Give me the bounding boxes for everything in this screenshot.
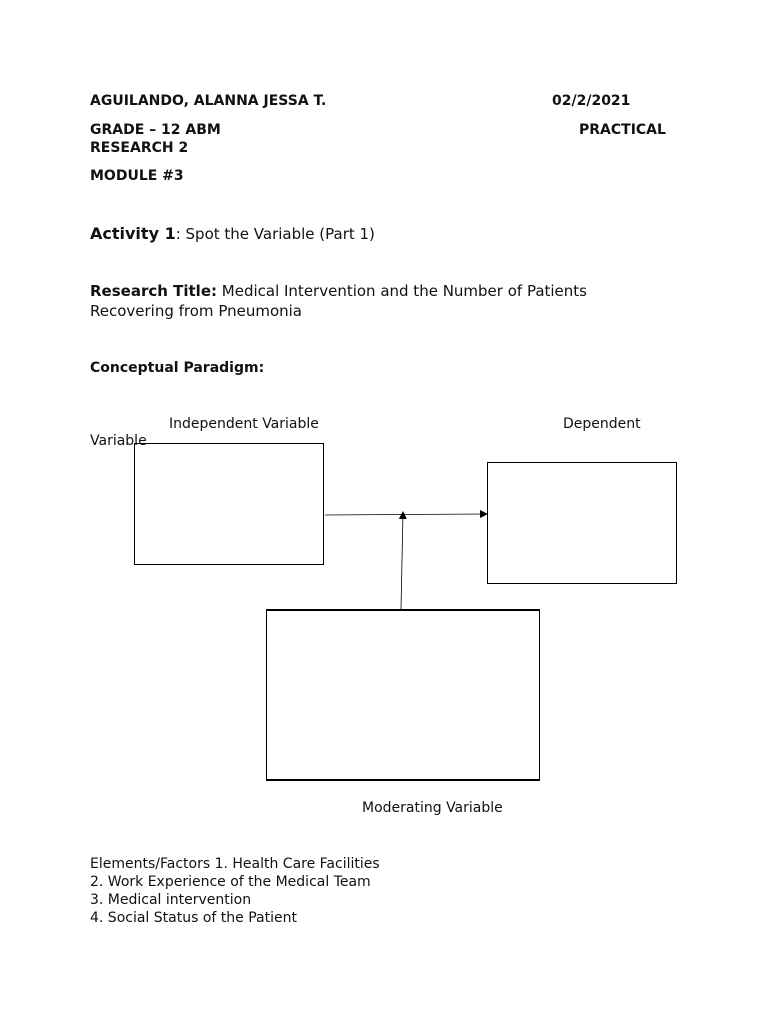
subject-line2: RESEARCH 2 (90, 140, 189, 156)
elements-line3: 3. Medical intervention (90, 892, 252, 908)
independent-variable-label: Independent Variable (169, 416, 319, 432)
activity-label: Activity 1 (90, 224, 176, 243)
elements-line2: 2. Work Experience of the Medical Team (90, 874, 371, 890)
research-title-text: Medical Intervention and the Number of Patients (217, 282, 587, 300)
research-title-line2: Recovering from Pneumonia (90, 302, 302, 320)
independent-to-dependent-arrow (325, 514, 487, 515)
module-number: MODULE #3 (90, 168, 184, 184)
date: 02/2/2021 (552, 93, 631, 109)
student-name: AGUILANDO, ALANNA JESSA T. (90, 93, 327, 109)
elements-line1: Elements/Factors 1. Health Care Facilities (90, 856, 380, 872)
grade: GRADE – 12 ABM (90, 122, 221, 138)
moderating-arrow (401, 512, 403, 609)
moderating-variable-label: Moderating Variable (362, 800, 503, 816)
activity-text: : Spot the Variable (Part 1) (175, 225, 375, 243)
dependent-variable-label: Dependent (563, 416, 641, 432)
elements-line4: 4. Social Status of the Patient (90, 910, 297, 926)
research-title-label: Research Title: (90, 282, 217, 300)
subject-line1: PRACTICAL (579, 122, 666, 138)
dependent-variable-label-cont: Variable (90, 433, 147, 449)
paradigm-heading: Conceptual Paradigm: (90, 360, 265, 376)
